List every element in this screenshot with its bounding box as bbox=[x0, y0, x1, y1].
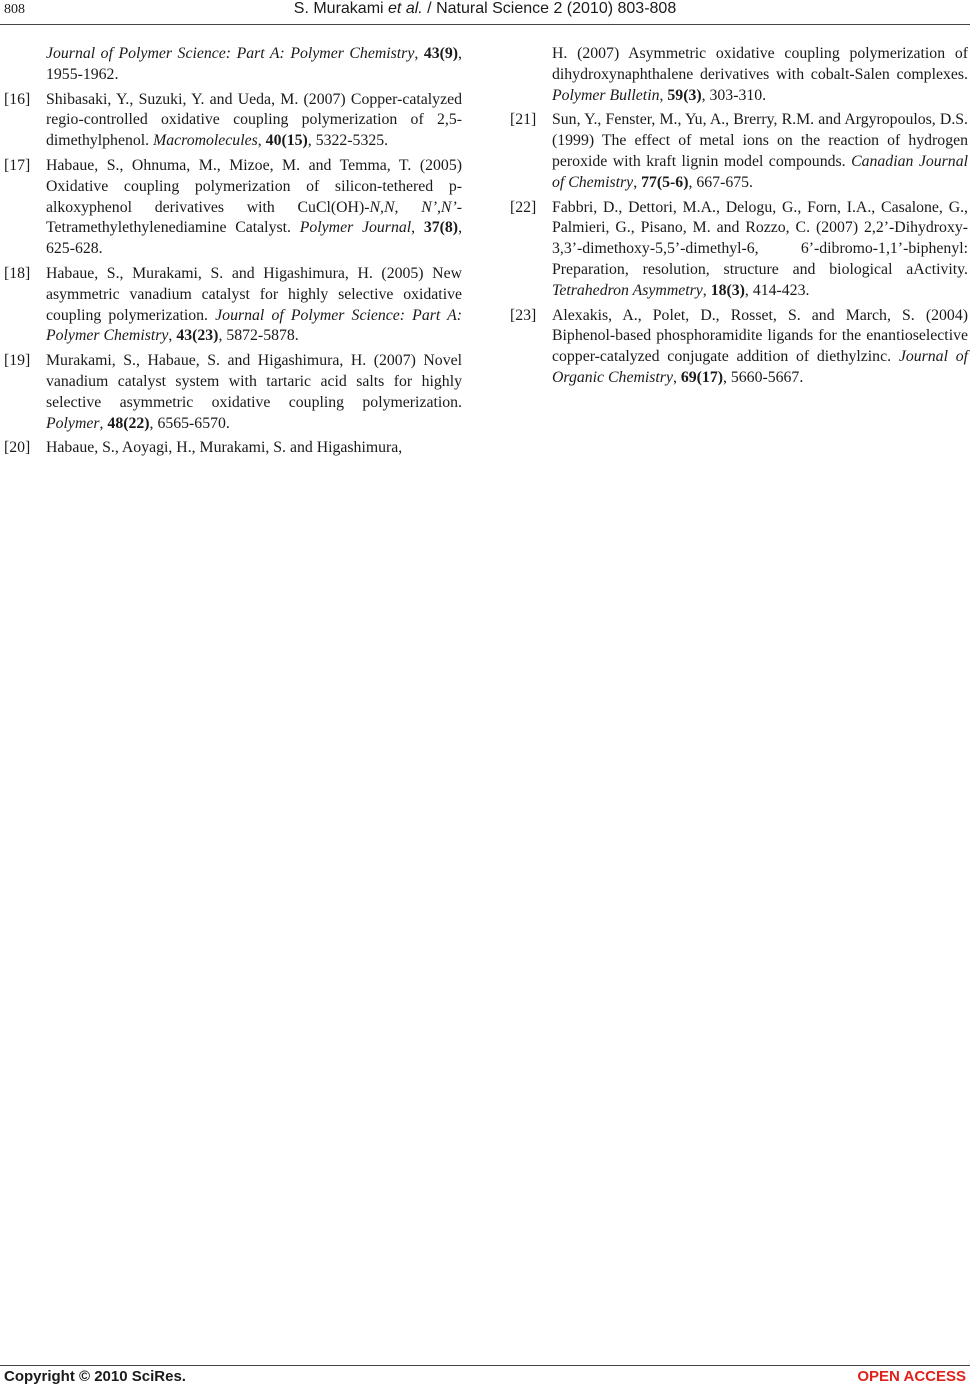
reference-19: [19] Murakami, S., Habaue, S. and Higashimura, H. (2007) Novel vanadium catalyst system with tartaric acid salts for highly selective asymmetric oxidative coupling polymerization. Polymer, 48(22), 6565-6570. bbox=[4, 352, 462, 432]
ref-text: H. (2007) Asymmetric oxidative coupling polymerization of dihydroxynaphthalene derivatives with cobalt-Salen complexes. bbox=[552, 45, 968, 83]
ref-chem-italic: N,N bbox=[369, 198, 395, 216]
ref-volume: 77(5-6) bbox=[641, 173, 689, 191]
ref-volume: 69(17) bbox=[680, 368, 723, 386]
ref-chem-separator: , bbox=[394, 198, 422, 216]
reference-16: [16] Shibasaki, Y., Suzuki, Y. and Ueda, M. (2007) Copper-catalyzed regio-controlled oxidative coupling polymerization of 2,5-dimethylphenol. Macromolecules, 40(15), 5322-5325. bbox=[4, 90, 462, 150]
ref-volume: 40(15) bbox=[265, 132, 308, 150]
reference-continuation: Journal of Polymer Science: Part A: Polymer Chemistry, 43(9), 1955-1962. bbox=[46, 45, 462, 83]
ref-authors: Fabbri, D., Dettori, M.A., Delogu, G., Forn, I.A., Casalone, G., Palmieri, G., Pisano, M. and Rozzo, C. (2007) 2,2’-Dihydroxy-3,3’-dimethoxy-5,5’-dimethyl-6, 6’-dibromo-1,1’-biphenyl: Preparation, resolution, structure and biological aActivity. bbox=[552, 198, 968, 278]
ref-journal: Polymer bbox=[46, 414, 100, 432]
ref-number: [23] bbox=[510, 306, 537, 324]
ref-journal: Journal of Organic Chemistry bbox=[552, 348, 968, 386]
right-column bbox=[510, 44, 968, 393]
left-column bbox=[4, 44, 463, 463]
ref-volume: 59(3) bbox=[667, 86, 702, 104]
ref-number: [18] bbox=[4, 264, 31, 282]
ref-authors: Murakami, S., Habaue, S. and Higashimura, H. (2007) Novel vanadium catalyst system with tartaric acid salts for highly selective asymmetric oxidative coupling polymerization. bbox=[46, 352, 462, 411]
ref-volume: 37(8) bbox=[423, 219, 459, 237]
ref-pages: , 414-423. bbox=[744, 281, 810, 299]
ref-chem-italic: N’,N’ bbox=[421, 198, 457, 216]
ref-pages: , 5322-5325. bbox=[307, 132, 389, 150]
ref-journal: Polymer Journal bbox=[299, 219, 412, 237]
header-rule bbox=[0, 24, 970, 25]
page-number: 808 bbox=[4, 2, 25, 17]
ref-authors: Alexakis, A., Polet, D., Rosset, S. and March, S. (2004) Biphenol-based phosphoramidite ligands for the enantioselective copper-catalyzed conjugate addition of diethylzinc. bbox=[552, 306, 968, 366]
reference-20 bbox=[4, 438, 462, 459]
ref-number: [21] bbox=[510, 111, 537, 129]
reference-17: [17] Habaue, S., Ohnuma, M., Mizoe, M. and Temma, T. (2005) Oxidative coupling polymerization of silicon-tethered p-alkoxyphenol derivatives with CuCl(OH)-N,N, N’,N’-Tetramethylethylenediamine Catalyst. Polymer Journal, 37(8), 625-628. bbox=[4, 156, 463, 258]
ref-volume: 48(22) bbox=[107, 414, 150, 432]
ref-number: [16] bbox=[4, 90, 31, 108]
ref-journal: Macromolecules bbox=[153, 132, 258, 150]
ref-pages: , 5872-5878. bbox=[218, 327, 299, 345]
ref-pages: , 1955-1962. bbox=[46, 45, 462, 83]
reference-22: [22] Fabbri, D., Dettori, M.A., Delogu, G., Forn, I.A., Casalone, G., Palmieri, G., Pisano, M. and Rozzo, C. (2007) 2,2’-Dihydroxy-3,3’-dimethoxy-5,5’-dimethyl-6, 6’-dibromo-1,1’-biphenyl: Preparation, resolution, structure and biological aActivity. Tetrahedron Asymmetry, 18(3), 414-423. bbox=[510, 198, 968, 299]
ref-pages: , 303-310. bbox=[701, 86, 767, 104]
ref-authors: Habaue, S., Ohnuma, M., Mizoe, M. and Temma, T. (2005) Oxidative coupling polymerization of silicon-tethered p-alkoxyphenol derivatives with CuCl(OH)- bbox=[46, 156, 462, 216]
header-journal: / Natural Science 2 (2010) 803-808 bbox=[427, 0, 677, 17]
ref-pages: , 6565-6570. bbox=[149, 414, 230, 432]
ref-journal: Journal of Polymer Science: Part A: Polymer Chemistry bbox=[46, 45, 415, 62]
copyright-notice: Copyright © 2010 SciRes. bbox=[4, 1368, 186, 1385]
ref-number: [20] bbox=[4, 439, 31, 457]
running-header bbox=[0, 0, 970, 18]
ref-authors: Habaue, S., Murakami, S. and Higashimura, H. (2005) New asymmetric vanadium catalyst for highly selective oxidative coupling polymerization. bbox=[46, 264, 462, 324]
footer-rule bbox=[0, 1365, 970, 1366]
ref-authors: Sun, Y., Fenster, M., Yu, A., Brerry, R.M. and Argyropoulos, D.S. (1999) The effect of metal ions on the reaction of hydrogen peroxide with kraft lignin model compounds. bbox=[552, 111, 968, 170]
ref-journal: Journal of Polymer Science: Part A: Polymer Chemistry bbox=[46, 306, 463, 345]
ref-pages: , 5660-5667. bbox=[722, 368, 804, 386]
ref-volume: 43(23) bbox=[176, 327, 219, 345]
ref-authors: Habaue, S., Aoyagi, H., Murakami, S. and Higashimura, bbox=[46, 439, 403, 457]
ref-journal: Polymer Bulletin bbox=[552, 86, 660, 104]
reference-continuation: H. (2007) Asymmetric oxidative coupling polymerization of dihydroxynaphthalene derivatives with cobalt-Salen complexes. Polymer Bulletin, 59(3), 303-310. bbox=[552, 45, 968, 104]
ref-number: [17] bbox=[4, 156, 31, 174]
ref-authors: Shibasaki, Y., Suzuki, Y. and Ueda, M. (2007) Copper-catalyzed regio-controlled oxidative coupling polymerization of 2,5-dimethylphenol. bbox=[46, 90, 462, 150]
open-access-label: OPEN ACCESS bbox=[857, 1368, 966, 1385]
header-et-al: et al. bbox=[388, 0, 423, 17]
reference-21: [21] Sun, Y., Fenster, M., Yu, A., Brerry, R.M. and Argyropoulos, D.S. (1999) The effect of metal ions on the reaction of hydrogen peroxide with kraft lignin model compounds. Canadian Journal of Chemistry, 77(5-6), 667-675. bbox=[510, 111, 968, 191]
ref-journal: Tetrahedron Asymmetry bbox=[552, 281, 703, 299]
header-authors: S. Murakami bbox=[293, 0, 384, 17]
reference-18: [18] Habaue, S., Murakami, S. and Higashimura, H. (2005) New asymmetric vanadium catalyst for highly selective oxidative coupling polymerization. Journal of Polymer Science: Part A: Polymer Chemistry, 43(23), 5872-5878. bbox=[4, 264, 463, 345]
ref-chem-rest: -Tetramethylethylenediamine Catalyst. bbox=[46, 198, 462, 237]
ref-pages: , 667-675. bbox=[688, 173, 753, 191]
ref-journal: Canadian Journal of Chemistry bbox=[552, 152, 968, 191]
ref-volume: 43(9) bbox=[423, 45, 459, 62]
ref-number: [19] bbox=[4, 352, 31, 370]
ref-number: [22] bbox=[510, 198, 537, 216]
ref-pages: , 625-628. bbox=[46, 219, 463, 258]
reference-23: [23] Alexakis, A., Polet, D., Rosset, S. and March, S. (2004) Biphenol-based phosphoramidite ligands for the enantioselective copper-catalyzed conjugate addition of diethylzinc. Journal of Organic Chemistry, 69(17), 5660-5667. bbox=[510, 306, 968, 386]
ref-volume: 18(3) bbox=[710, 281, 745, 299]
